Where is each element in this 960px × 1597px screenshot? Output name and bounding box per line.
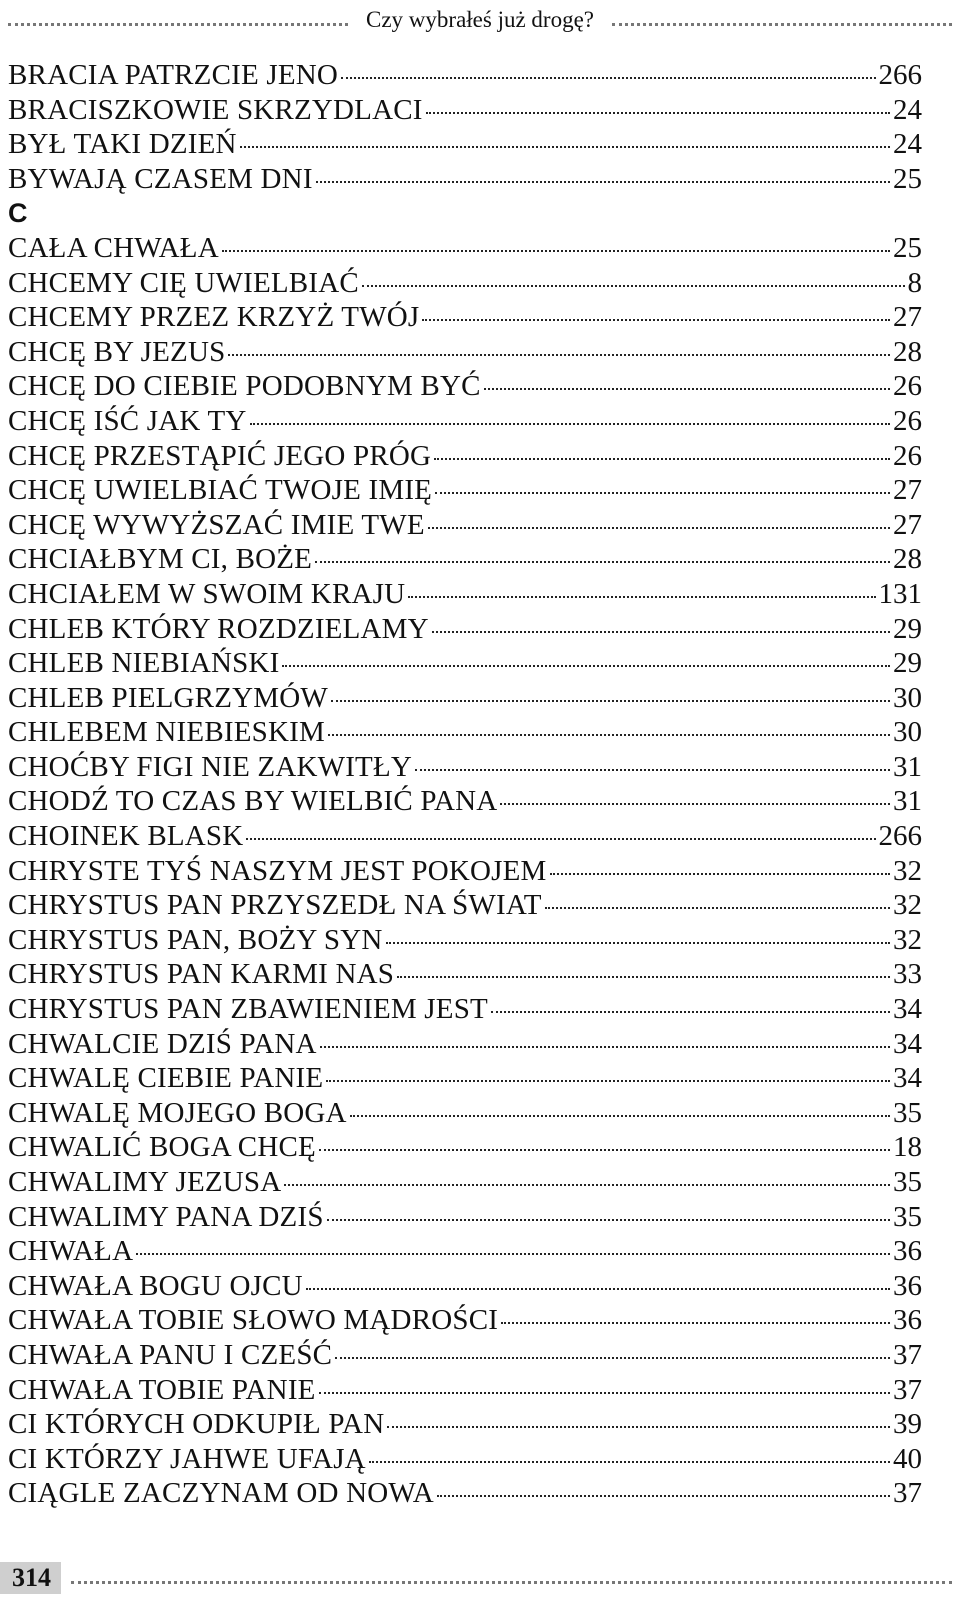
- entry-title: CI KTÓRZY JAHWE UFAJĄ: [8, 1442, 366, 1475]
- entry-page-number: 24: [893, 93, 922, 126]
- index-entry: [8, 404, 922, 439]
- dot-leader: [426, 112, 890, 114]
- dot-leader: [222, 250, 890, 252]
- page-number: 314: [0, 1562, 61, 1594]
- entry-title: CHCEMY PRZEZ KRZYŻ TWÓJ: [8, 301, 420, 334]
- dot-leader: [545, 907, 890, 909]
- dot-leader: [434, 458, 890, 460]
- index-entry: [8, 1442, 922, 1477]
- dot-leader: [437, 1495, 890, 1497]
- index-entry: [8, 1165, 922, 1200]
- dot-leader: [284, 1184, 890, 1186]
- entry-title: BRACIA PATRZCIE JENO: [8, 59, 339, 91]
- index-entry: [8, 231, 922, 266]
- dot-leader: [335, 1357, 890, 1359]
- entry-page-number: 36: [893, 1304, 922, 1337]
- entry-title: CHOINEK BLASK: [8, 820, 244, 853]
- dot-leader: [315, 561, 890, 563]
- index-entry: [8, 854, 922, 889]
- entry-title: CHCĘ BY JEZUS: [8, 335, 226, 368]
- entry-page-number: 266: [878, 820, 922, 853]
- entry-title: CHLEBEM NIEBIESKIM: [8, 716, 325, 749]
- entry-page-number: 32: [893, 923, 922, 956]
- index-entry: [8, 750, 922, 785]
- dot-leader: [428, 527, 890, 529]
- dot-leader: [319, 1149, 890, 1151]
- entry-title: CHOĆBY FIGI NIE ZAKWITŁY: [8, 750, 413, 783]
- index-entry: [8, 1061, 922, 1096]
- entry-page-number: 37: [893, 1373, 922, 1406]
- song-index-list: [8, 58, 922, 1511]
- dot-leader: [484, 388, 890, 390]
- entry-title: CHCĘ WYWYŻSZAĆ IMIE TWE: [8, 508, 425, 541]
- entry-title: CHODŹ TO CZAS BY WIELBIĆ PANA: [8, 785, 498, 818]
- index-entry: [8, 542, 922, 577]
- index-entry: [8, 992, 922, 1027]
- index-entry: [8, 1269, 922, 1304]
- entry-title: CHLEB NIEBIAŃSKI: [8, 647, 280, 680]
- index-entry: [8, 508, 922, 543]
- index-entry: [8, 1407, 922, 1442]
- dot-leader: [362, 285, 905, 287]
- entry-page-number: 31: [893, 750, 922, 783]
- dot-leader: [246, 838, 875, 840]
- entry-page-number: 36: [893, 1235, 922, 1268]
- index-entry: [8, 1338, 922, 1373]
- dot-leader: [397, 976, 890, 978]
- entry-page-number: 33: [893, 958, 922, 991]
- entry-page-number: 18: [893, 1131, 922, 1164]
- entry-page-number: 37: [893, 1477, 922, 1510]
- header-dot-leader-left: [8, 23, 348, 26]
- dot-leader: [369, 1461, 890, 1463]
- page-header: [8, 4, 952, 36]
- index-entry: [8, 681, 922, 716]
- index-entry: [8, 646, 922, 681]
- entry-title: CHWALĘ CIEBIE PANIE: [8, 1062, 324, 1095]
- section-letter: C: [8, 198, 28, 229]
- entry-title: CHWALĘ MOJEGO BOGA: [8, 1096, 347, 1129]
- entry-page-number: 36: [893, 1269, 922, 1302]
- entry-page-number: 25: [893, 231, 922, 264]
- entry-page-number: 28: [893, 335, 922, 368]
- entry-title: CHCĘ PRZESTĄPIĆ JEGO PRÓG: [8, 439, 432, 472]
- entry-title: CHLEB KTÓRY ROZDZIELAMY: [8, 612, 429, 645]
- entry-title: CHRYSTE TYŚ NASZYM JEST POKOJEM: [8, 854, 547, 887]
- entry-page-number: 25: [893, 162, 922, 195]
- entry-page-number: 8: [907, 266, 922, 299]
- entry-page-number: 131: [878, 577, 922, 610]
- entry-title: CHWALIĆ BOGA CHCĘ: [8, 1131, 316, 1164]
- entry-page-number: 35: [893, 1166, 922, 1198]
- entry-title: BYWAJĄ CZASEM DNI: [8, 162, 313, 195]
- entry-page-number: 34: [893, 993, 922, 1026]
- dot-leader: [306, 1288, 890, 1290]
- dot-leader: [319, 1392, 890, 1394]
- index-entry: [8, 923, 922, 958]
- entry-title: CHWAŁA PANU I CZEŚĆ: [8, 1338, 333, 1371]
- entry-page-number: 30: [893, 681, 922, 714]
- dot-leader: [415, 769, 890, 771]
- entry-page-number: 26: [893, 370, 922, 403]
- entry-page-number: 32: [893, 889, 922, 922]
- entry-page-number: 35: [893, 1200, 922, 1233]
- entry-title: CHWALIMY JEZUSA: [8, 1166, 282, 1198]
- entry-page-number: 35: [893, 1096, 922, 1129]
- index-entry: [8, 819, 922, 854]
- entry-title: CHCIAŁEM W SWOIM KRAJU: [8, 577, 406, 610]
- entry-title: CHWAŁA BOGU OJCU: [8, 1269, 303, 1302]
- index-entry: [8, 715, 922, 750]
- entry-title: CHWAŁA: [8, 1235, 134, 1268]
- dot-leader: [341, 77, 875, 79]
- entry-page-number: 28: [893, 543, 922, 576]
- index-entry: [8, 612, 922, 647]
- entry-title: CIĄGLE ZACZYNAM OD NOWA: [8, 1477, 434, 1510]
- dot-leader: [432, 631, 890, 633]
- index-entry: [8, 1234, 922, 1269]
- entry-page-number: 32: [893, 854, 922, 887]
- entry-title: CHCĘ DO CIEBIE PODOBNYM BYĆ: [8, 370, 481, 403]
- dot-leader: [350, 1115, 890, 1117]
- index-entry: [8, 473, 922, 508]
- entry-page-number: 27: [893, 301, 922, 334]
- index-entry: [8, 1130, 922, 1165]
- index-entry: [8, 439, 922, 474]
- entry-page-number: 24: [893, 128, 922, 161]
- index-entry: [8, 1096, 922, 1131]
- page-footer: [0, 1562, 952, 1594]
- dot-leader: [320, 1046, 890, 1048]
- dot-leader: [240, 146, 890, 148]
- entry-page-number: 26: [893, 404, 922, 437]
- dot-leader: [316, 181, 890, 183]
- entry-title: BYŁ TAKI DZIEŃ: [8, 128, 237, 161]
- index-entry: [8, 300, 922, 335]
- index-entry: [8, 127, 922, 162]
- entry-title: CAŁA CHWAŁA: [8, 231, 219, 264]
- entry-title: CHWALIMY PANA DZIŚ: [8, 1200, 324, 1233]
- dot-leader: [435, 492, 890, 494]
- entry-title: CHWAŁA TOBIE PANIE: [8, 1373, 316, 1406]
- index-entry: [8, 162, 922, 197]
- entry-page-number: 37: [893, 1338, 922, 1371]
- entry-title: CHCIAŁBYM CI, BOŻE: [8, 543, 313, 576]
- entry-title: CHWALCIE DZIŚ PANA: [8, 1027, 317, 1060]
- dot-leader: [282, 665, 890, 667]
- index-entry: [8, 93, 922, 128]
- index-entry: [8, 1476, 922, 1511]
- dot-leader: [500, 803, 890, 805]
- dot-leader: [331, 700, 890, 702]
- index-entry: [8, 1200, 922, 1235]
- entry-page-number: 31: [893, 785, 922, 818]
- dot-leader: [250, 423, 890, 425]
- entry-title: CHRYSTUS PAN ZBAWIENIEM JEST: [8, 993, 488, 1026]
- entry-page-number: 29: [893, 647, 922, 680]
- dot-leader: [386, 942, 890, 944]
- entry-page-number: 34: [893, 1062, 922, 1095]
- entry-title: CHCĘ IŚĆ JAK TY: [8, 404, 247, 437]
- entry-page-number: 27: [893, 508, 922, 541]
- dot-leader: [327, 1219, 890, 1221]
- entry-page-number: 27: [893, 474, 922, 507]
- entry-title: CHCĘ UWIELBIAĆ TWOJE IMIĘ: [8, 474, 433, 507]
- index-entry: [8, 266, 922, 301]
- index-entry: [8, 957, 922, 992]
- entry-page-number: 40: [893, 1442, 922, 1475]
- index-entry: [8, 577, 922, 612]
- footer-dot-leader: [71, 1581, 952, 1584]
- dot-leader: [387, 1426, 890, 1428]
- dot-leader: [501, 1322, 890, 1324]
- running-title: Czy wybrałeś już drogę?: [366, 7, 595, 32]
- header-dot-leader-right: [612, 23, 952, 26]
- index-entry: [8, 1027, 922, 1062]
- entry-title: CHCEMY CIĘ UWIELBIAĆ: [8, 266, 359, 299]
- entry-page-number: 26: [893, 439, 922, 472]
- entry-title: CHRYSTUS PAN, BOŻY SYN: [8, 923, 383, 956]
- entry-page-number: 266: [878, 59, 922, 91]
- dot-leader: [491, 1011, 890, 1013]
- dot-leader: [408, 596, 875, 598]
- index-entry: [8, 1373, 922, 1408]
- index-entry: [8, 1303, 922, 1338]
- dot-leader: [228, 354, 890, 356]
- dot-leader: [326, 1080, 890, 1082]
- entry-title: BRACISZKOWIE SKRZYDLACI: [8, 93, 423, 126]
- entry-title: CI KTÓRYCH ODKUPIŁ PAN: [8, 1408, 385, 1441]
- entry-page-number: 29: [893, 612, 922, 645]
- entry-title: CHLEB PIELGRZYMÓW: [8, 681, 328, 714]
- index-entry: [8, 58, 922, 93]
- entry-title: CHWAŁA TOBIE SŁOWO MĄDROŚCI: [8, 1304, 499, 1337]
- index-entry: [8, 888, 922, 923]
- entry-title: CHRYSTUS PAN PRZYSZEDŁ NA ŚWIAT: [8, 889, 542, 922]
- entry-title: CHRYSTUS PAN KARMI NAS: [8, 958, 395, 991]
- dot-leader: [328, 734, 890, 736]
- index-entry: [8, 784, 922, 819]
- section-letter-heading: [8, 196, 922, 231]
- dot-leader: [422, 319, 890, 321]
- entry-page-number: 30: [893, 716, 922, 749]
- index-entry: [8, 335, 922, 370]
- dot-leader: [136, 1253, 890, 1255]
- index-entry: [8, 369, 922, 404]
- dot-leader: [550, 873, 890, 875]
- entry-page-number: 34: [893, 1027, 922, 1060]
- entry-page-number: 39: [893, 1408, 922, 1441]
